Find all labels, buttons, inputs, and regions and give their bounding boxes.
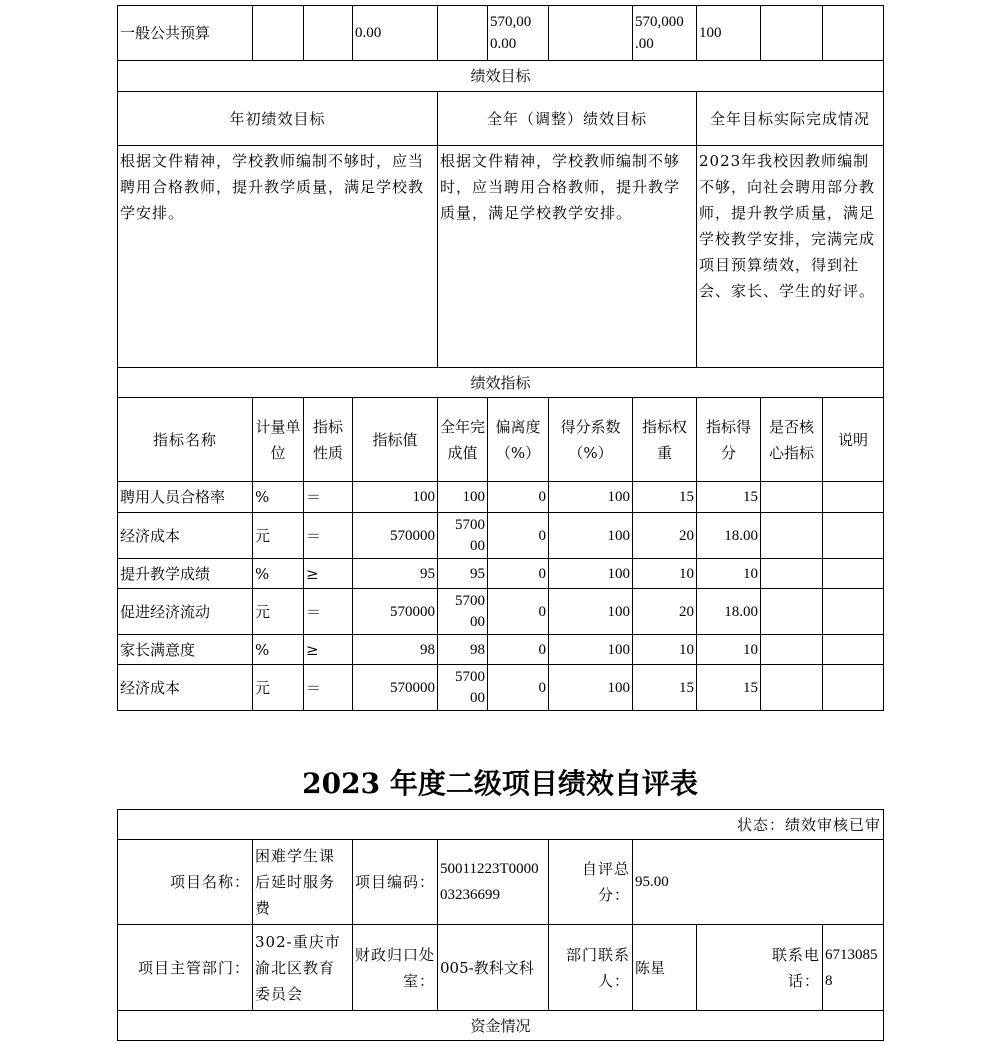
table-row <box>118 559 884 589</box>
indicator-deviation: 0 <box>488 635 549 665</box>
indicator-note <box>823 513 884 559</box>
indicator-coefficient: 100 <box>549 482 633 513</box>
indicator-deviation: 0 <box>488 559 549 589</box>
indicator-nature: ≥ <box>304 559 353 589</box>
indicator-score: 15 <box>697 482 761 513</box>
project-info-table <box>117 809 884 1041</box>
project-name-value: 困难学生课后延时服务费 <box>253 840 353 925</box>
indicator-unit: % <box>253 559 304 589</box>
finance-office-value: 005-教科文科 <box>438 925 549 1011</box>
col-header-deviation: 偏离度（%） <box>488 398 549 482</box>
finance-office-label: 财政归口处室： <box>353 925 438 1011</box>
adjusted-goal-text: 根据文件精神，学校教师编制不够时，应当聘用合格教师，提升教学质量，满足学校教学安排。 <box>438 146 697 368</box>
table-row <box>118 513 884 559</box>
indicators-section-title: 绩效指标 <box>118 368 884 398</box>
indicator-core <box>761 589 823 635</box>
budget-cell-7: 570,000 .00 <box>633 6 697 61</box>
table-row <box>118 665 884 711</box>
page-title: 2023 年度二级项目绩效自评表 <box>302 767 698 800</box>
adjusted-goal-header: 全年（调整）绩效目标 <box>438 92 697 146</box>
self-score-label: 自评总分： <box>549 840 633 925</box>
indicator-core <box>761 665 823 711</box>
indicator-target: 570000 <box>353 513 438 559</box>
indicator-weight: 10 <box>633 635 697 665</box>
actual-completion-text: 2023年我校因教师编制不够，向社会聘用部分教师，提升教学质量，满足学校教学安排，完满完成项目预算绩效，得到社会、家长、学生的好评。 <box>697 146 884 368</box>
indicator-unit: % <box>253 635 304 665</box>
indicator-target: 570000 <box>353 589 438 635</box>
indicator-deviation: 0 <box>488 482 549 513</box>
indicator-name: 提升教学成绩 <box>118 559 253 589</box>
indicator-score: 18.00 <box>697 513 761 559</box>
col-header-score: 指标得分 <box>697 398 761 482</box>
phone-label: 联系电话： <box>697 925 823 1011</box>
indicator-note <box>823 589 884 635</box>
contact-label: 部门联系人： <box>549 925 633 1011</box>
phone-value: 67130858 <box>823 925 884 1011</box>
indicator-score: 18.00 <box>697 589 761 635</box>
indicator-done: 5700 00 <box>438 513 488 559</box>
indicator-weight: 20 <box>633 589 697 635</box>
col-header-coefficient: 得分系数（%） <box>549 398 633 482</box>
initial-goal-header: 年初绩效目标 <box>118 92 438 146</box>
indicator-nature: ＝ <box>304 482 353 513</box>
indicator-done: 95 <box>438 559 488 589</box>
indicator-coefficient: 100 <box>549 559 633 589</box>
indicator-target: 95 <box>353 559 438 589</box>
col-header-target: 指标值 <box>353 398 438 482</box>
indicator-name: 聘用人员合格率 <box>118 482 253 513</box>
indicator-target: 98 <box>353 635 438 665</box>
col-header-core: 是否核心指标 <box>761 398 823 482</box>
indicator-unit: % <box>253 482 304 513</box>
performance-table <box>117 5 884 711</box>
table-row <box>118 482 884 513</box>
budget-cell-5: 570,00 0.00 <box>488 6 549 61</box>
indicator-deviation: 0 <box>488 665 549 711</box>
table-row <box>118 635 884 665</box>
col-header-done: 全年完成值 <box>438 398 488 482</box>
indicators-header-row <box>118 398 884 482</box>
indicator-coefficient: 100 <box>549 589 633 635</box>
col-header-name: 指标名称 <box>118 398 253 482</box>
indicator-score: 15 <box>697 665 761 711</box>
col-header-unit: 计量单位 <box>253 398 304 482</box>
indicator-name: 促进经济流动 <box>118 589 253 635</box>
indicator-unit: 元 <box>253 513 304 559</box>
col-header-weight: 指标权重 <box>633 398 697 482</box>
indicator-score: 10 <box>697 559 761 589</box>
indicator-score: 10 <box>697 635 761 665</box>
initial-goal-text: 根据文件精神，学校教师编制不够时，应当聘用合格教师，提升教学质量，满足学校教学安排。 <box>118 146 438 368</box>
indicator-weight: 20 <box>633 513 697 559</box>
actual-completion-header: 全年目标实际完成情况 <box>697 92 884 146</box>
perf-goals-section-title: 绩效目标 <box>118 61 884 92</box>
indicator-coefficient: 100 <box>549 513 633 559</box>
indicator-weight: 15 <box>633 665 697 711</box>
indicator-nature: ＝ <box>304 513 353 559</box>
indicator-coefficient: 100 <box>549 635 633 665</box>
table-row <box>118 589 884 635</box>
indicator-name: 家长满意度 <box>118 635 253 665</box>
indicator-done: 5700 00 <box>438 665 488 711</box>
indicator-core <box>761 635 823 665</box>
indicator-done: 5700 00 <box>438 589 488 635</box>
indicator-coefficient: 100 <box>549 665 633 711</box>
indicator-name: 经济成本 <box>118 665 253 711</box>
budget-cell-8: 100 <box>697 6 761 61</box>
indicator-unit: 元 <box>253 665 304 711</box>
indicator-target: 100 <box>353 482 438 513</box>
indicator-core <box>761 482 823 513</box>
self-score-value: 95.00 <box>633 840 884 925</box>
indicator-name: 经济成本 <box>118 513 253 559</box>
indicator-weight: 15 <box>633 482 697 513</box>
col-header-nature: 指标性质 <box>304 398 353 482</box>
budget-cell-3: 0.00 <box>353 6 438 61</box>
indicator-nature: ＝ <box>304 589 353 635</box>
indicator-core <box>761 513 823 559</box>
indicator-nature: ≥ <box>304 635 353 665</box>
budget-source-label: 一般公共预算 <box>118 6 253 61</box>
indicator-done: 100 <box>438 482 488 513</box>
department-label: 项目主管部门： <box>118 925 253 1011</box>
department-value: 302-重庆市渝北区教育委员会 <box>253 925 353 1011</box>
indicator-note <box>823 665 884 711</box>
indicator-target: 570000 <box>353 665 438 711</box>
indicator-note <box>823 635 884 665</box>
indicator-done: 98 <box>438 635 488 665</box>
project-code-value: 50011223T000003236699 <box>438 840 549 925</box>
indicator-unit: 元 <box>253 589 304 635</box>
project-name-label: 项目名称： <box>118 840 253 925</box>
indicator-note <box>823 559 884 589</box>
indicator-deviation: 0 <box>488 589 549 635</box>
indicator-core <box>761 559 823 589</box>
indicator-nature: ＝ <box>304 665 353 711</box>
budget-row <box>118 6 884 61</box>
status-badge: 状态：绩效审核已审 <box>118 810 884 840</box>
project-code-label: 项目编码： <box>353 840 438 925</box>
col-header-note: 说明 <box>823 398 884 482</box>
indicator-weight: 10 <box>633 559 697 589</box>
funds-section-title: 资金情况 <box>118 1011 884 1041</box>
indicator-deviation: 0 <box>488 513 549 559</box>
indicator-note <box>823 482 884 513</box>
contact-value: 陈星 <box>633 925 697 1011</box>
